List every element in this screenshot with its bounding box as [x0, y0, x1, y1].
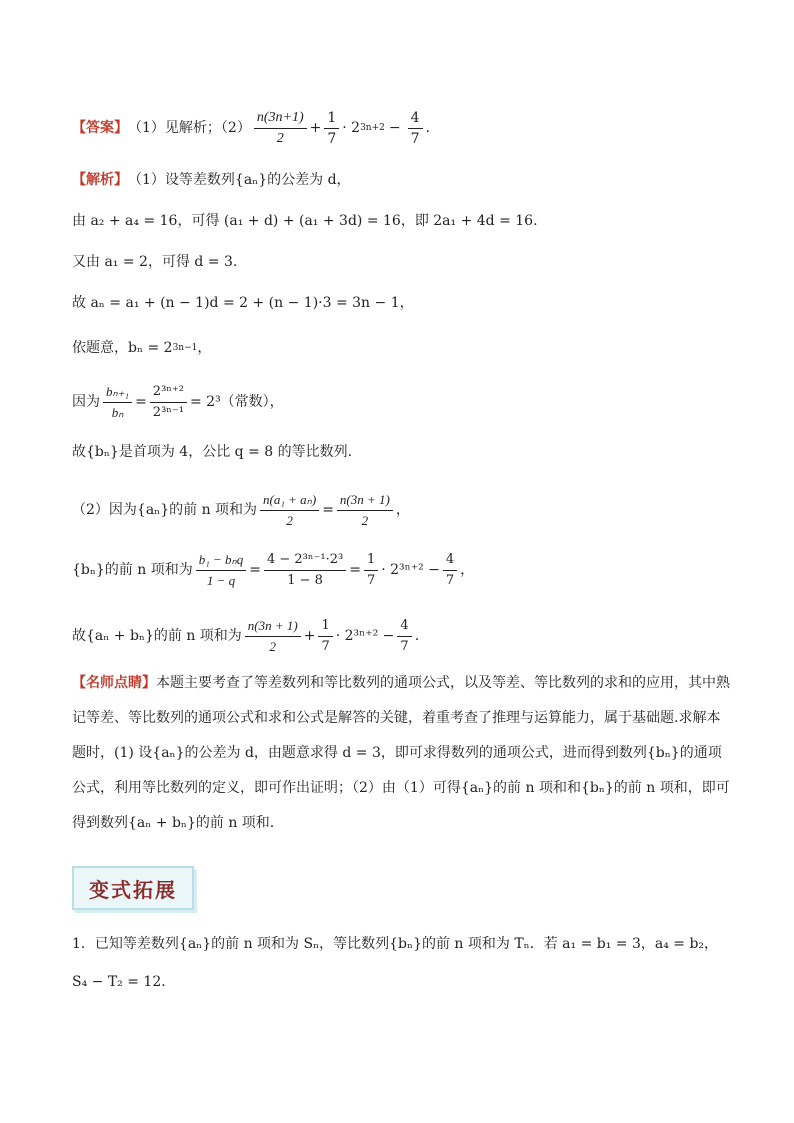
sum-b-fraction-4: $\frac{4}{7}$	[443, 552, 457, 589]
analysis-line-10: 故{aₙ + bₙ}的前 n 项和为 $\frac{n(3n + 1)}{2}$ + $\frac{1}{7}$ · 2³ⁿ⁺² − $\frac{4}{7}$ .	[72, 617, 420, 654]
answer-tag: 【答案】	[72, 120, 128, 136]
section-header	[72, 866, 194, 910]
ratio-fraction-1: $\frac{\text{bₙ₊₁}}{\text{bₙ}}$	[103, 384, 132, 421]
sum-b-fraction-3: $\frac{1}{7}$	[364, 552, 378, 589]
analysis-line-8: （2）因为{aₙ}的前 n 项和为 $\frac{\text{n(a₁ + aₙ)}}{2}$ = $\frac{n(3n + 1)}{2}$ ，	[72, 491, 410, 528]
answer-part1: （1）见解析；（2）	[128, 120, 251, 136]
problem-line-1: 1．已知等差数列{aₙ}的前 n 项和为 Sₙ，等比数列{bₙ}的前 n 项和为 Tₙ．若 a₁ = b₁ = 3，a₄ = b₂，	[72, 936, 719, 952]
sum-b-fraction-1: $\frac{\text{b₁ − bₙq}}{1 - q}$	[196, 552, 246, 589]
answer-line: 【答案】 （1）见解析；（2） $\frac{n(3n+1)}{2}$ + $\frac{1}{7}$ · 2 3n+2 − $\frac{4}{7}$ .	[72, 109, 430, 147]
analysis-line-4: 故 aₙ = a₁ + (n − 1)d = 2 + (n − 1)·3 = 3n − 1，	[72, 295, 414, 311]
analysis-line-1: 【解析】 （1）设等差数列{aₙ}的公差为 d，	[72, 172, 351, 188]
analysis-line-7: 故{bₙ}是首项为 4，公比 q = 8 的等比数列.	[72, 444, 353, 460]
answer-fraction-1: $\frac{n(3n+1)}{2}$	[254, 110, 307, 147]
analysis-line-2: 由 a₂ + a₄ = 16，可得 (a₁ + d) + (a₁ + 3d) = 16，即 2a₁ + 4d = 16.	[72, 213, 538, 229]
sum-b-fraction-2: $\frac{\text{4 − 2³ⁿ⁻¹·2³}}{1 - 8}$	[264, 552, 346, 589]
analysis-line-9: {bₙ}的前 n 项和为 $\frac{\text{b₁ − bₙq}}{1 - q}$ = $\frac{\text{4 − 2³ⁿ⁻¹·2³}}{1 - 8}$ = $\frac{1}{7}$ · 2³ⁿ⁺² − $\frac{4}{7}$ ，	[72, 551, 475, 588]
section-title: 变式拓展	[89, 877, 177, 902]
tip-text: 本题主要考查了等差数列和等比数列的通项公式，以及等差、等比数列的求和的应用，其中熟记等差、等比数列的通项公式和求和公式是解答的关键，着重考查了推理与运算能力，属于基础题.求解本题时，(1) 设{aₙ}的公差为 d，由题意求得 d = 3，即可求得数列的通项公式，进而得到数列{bₙ}的通项公式，利用等比数列的定义，即可作出证明；（2）由（1）可得{aₙ}的前 n 项和和{bₙ}的前 n 项和，即可得到数列{aₙ + bₙ}的前 n 项和.	[72, 675, 730, 831]
tip-tag: 【名师点睛】	[72, 675, 156, 691]
analysis-line-3: 又由 a₁ = 2，可得 d = 3.	[72, 254, 238, 270]
sum-ab-fraction-2: $\frac{1}{7}$	[318, 618, 332, 655]
sum-ab-fraction-3: $\frac{4}{7}$	[397, 618, 411, 655]
sum-ab-fraction-1: $\frac{n(3n + 1)}{2}$	[245, 618, 301, 655]
answer-fraction-3: $\frac{4}{7}$	[408, 110, 423, 147]
teacher-tip	[72, 666, 732, 841]
analysis-tag: 【解析】	[72, 172, 128, 188]
sum-a-fraction-2: $\frac{n(3n + 1)}{2}$	[337, 492, 393, 529]
ratio-fraction-2: $\frac{\text{2³ⁿ⁺²}}{\text{2³ⁿ⁻¹}}$	[150, 384, 187, 421]
problem-line-2: S₄ − T₂ = 12．	[72, 974, 176, 990]
analysis-line-6: 因为 $\frac{\text{bₙ₊₁}}{\text{bₙ}}$ = $\frac{\text{2³ⁿ⁺²}}{\text{2³ⁿ⁻¹}}$ = 2³（常数），	[72, 383, 284, 420]
analysis-line-5: 依题意，bₙ = 2 3n−1 ，	[72, 340, 212, 356]
sum-a-fraction-1: $\frac{\text{n(a₁ + aₙ)}}{2}$	[260, 492, 319, 529]
answer-fraction-2: $\frac{1}{7}$	[324, 110, 339, 147]
